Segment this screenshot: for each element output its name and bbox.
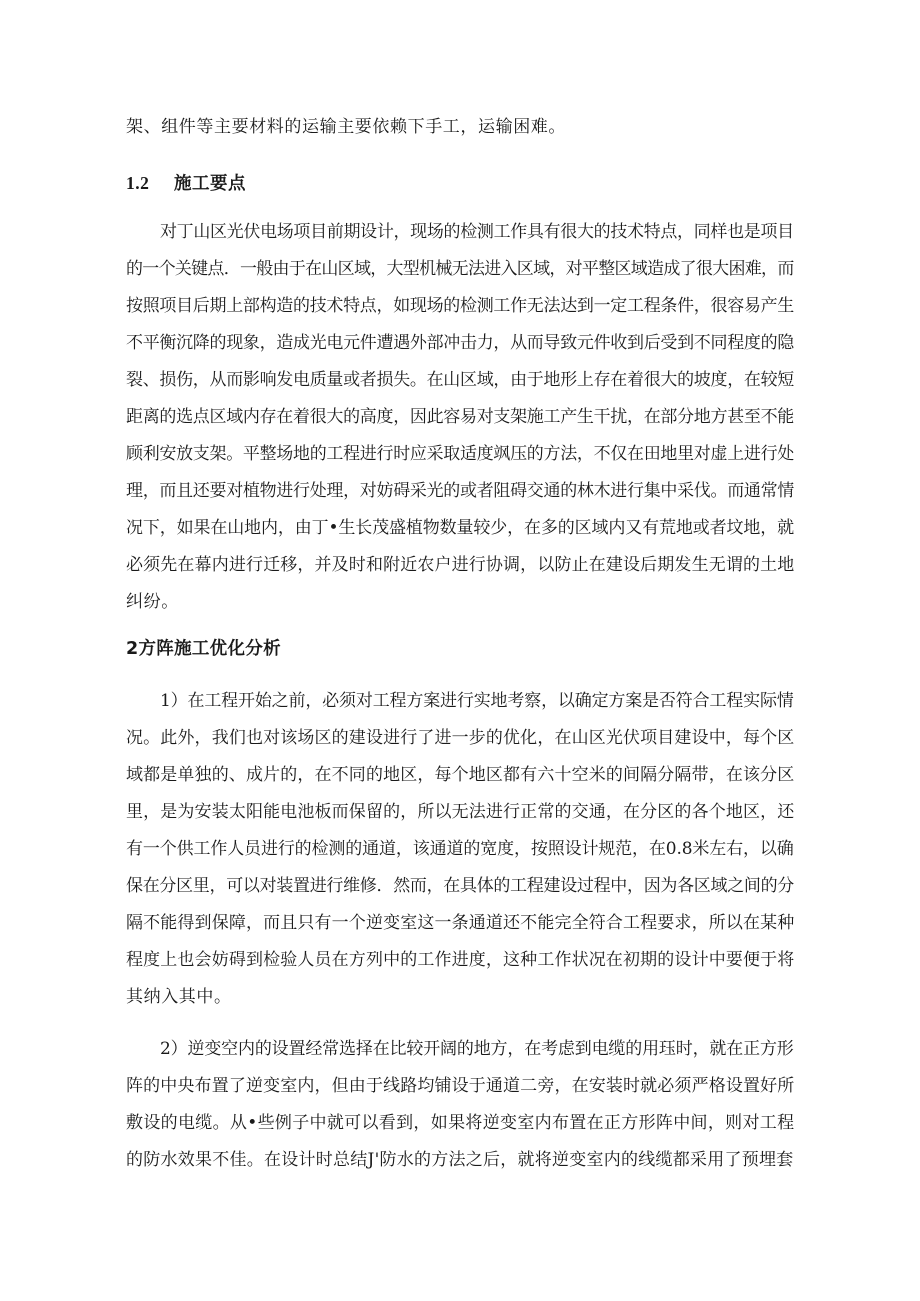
paragraph-line: 有一个供工作人员进行的检测的通道，该通道的宽度，按照设计规范，在0.8米左右，以确: [126, 839, 794, 859]
section-2-heading: 2方阵施工优化分析: [126, 639, 281, 659]
paragraph-line: 距离的选点区域内存在着很大的高度，因此容易对支架施工产生干扰，在部分地方甚至不能: [126, 407, 794, 427]
paragraph-line: 的一个关键点．一般由于在山区域，大型机械无法进入区域，对平整区域造成了很大困难，而: [126, 259, 794, 279]
paragraph-line: 不平衡沉降的现象，造成光电元件遭遇外部冲击力，从而导致元件收到后受到不同程度的隐: [126, 333, 794, 353]
paragraph-line: 对丁山区光伏电场项目前期设计，现场的检测工作具有很大的技术特点，同样也是项目: [160, 222, 794, 242]
paragraph-line: 的防水效果不佳。在设计时总结J'防水的方法之后，就将逆变室内的线缆都采用了预埋套: [126, 1150, 794, 1170]
paragraph-line: 况。此外，我们也对该场区的建设进行了进一步的优化，在山区光伏项目建设中，每个区: [126, 728, 795, 748]
paragraph-line: 裂、损伤，从而影响发电质量或者损失。在山区域，由于地形上存在着很大的坡度，在较短: [126, 370, 794, 390]
paragraph-line: 顾利安放支架。平整场地的工程进行时应采取适度飒压的方法，不仅在田地里对虚上进行处: [126, 444, 794, 464]
paragraph-line: 其纳入其中。: [126, 987, 232, 1007]
paragraph-line: 理，而且还要对植物进行处理，对妨碍采光的或者阻碍交通的林木进行集中采伐。而通常情: [126, 481, 794, 501]
paragraph-line: 阵的中央布置了逆变室内，但由于线路均铺设于通道二旁，在安装时就必须严格设置好所: [126, 1076, 795, 1096]
paragraph-line: 域都是单独的、成片的，在不同的地区，每个地区都有六十空米的间隔分隔带，在该分区: [126, 765, 795, 785]
paragraph-line: 况下，如果在山地内，由丁•生长茂盛植物数量较少，在多的区域内又有荒地或者坟地，就: [126, 518, 795, 538]
paragraph-line: 程度上也会妨碍到检验人员在方列中的工作进度，这种工作状况在初期的设计中要便于将: [126, 950, 795, 970]
paragraph-line: 里，是为安装太阳能电池板而保留的，所以无法进行正常的交通，在分区的各个地区，还: [126, 802, 795, 822]
section-title: 施工要点: [174, 174, 246, 194]
paragraph-line: 隔不能得到保障，而且只有一个逆变室这一条通道还不能完全符合工程要求，所以在某种: [126, 913, 795, 933]
section-1-2-heading: [126, 172, 246, 195]
paragraph-line: 1）在工程开始之前，必须对工程方案进行实地考察，以确定方案是否符合工程实际情: [160, 691, 794, 711]
intro-line: 架、组件等主要材料的运输主要依赖下手工，运输困难。: [126, 117, 566, 137]
paragraph-line: 保在分区里，可以对装置进行维修．然而，在具体的工程建设过程中，因为各区域之间的分: [126, 876, 794, 896]
paragraph-line: 必须先在幕内进行迁移，并及时和附近农户进行协调，以防止在建设后期发生无谓的土地: [126, 555, 795, 575]
paragraph-line: 敷设的电缆。从•些例子中就可以看到，如果将逆变室内布置在正方形阵中间，则对工程: [126, 1113, 795, 1133]
section-number: 1.2: [126, 173, 150, 193]
paragraph-line: 按照项目后期上部构造的技术特点，如现场的检测工作无法达到一定工程条件，很容易产生: [126, 296, 794, 316]
paragraph-line: 纠纷。: [126, 592, 179, 612]
paragraph-line: 2）逆变空内的设置经常选择在比较开阔的地方，在考虑到电缆的用珏时，就在正方形: [160, 1039, 794, 1059]
